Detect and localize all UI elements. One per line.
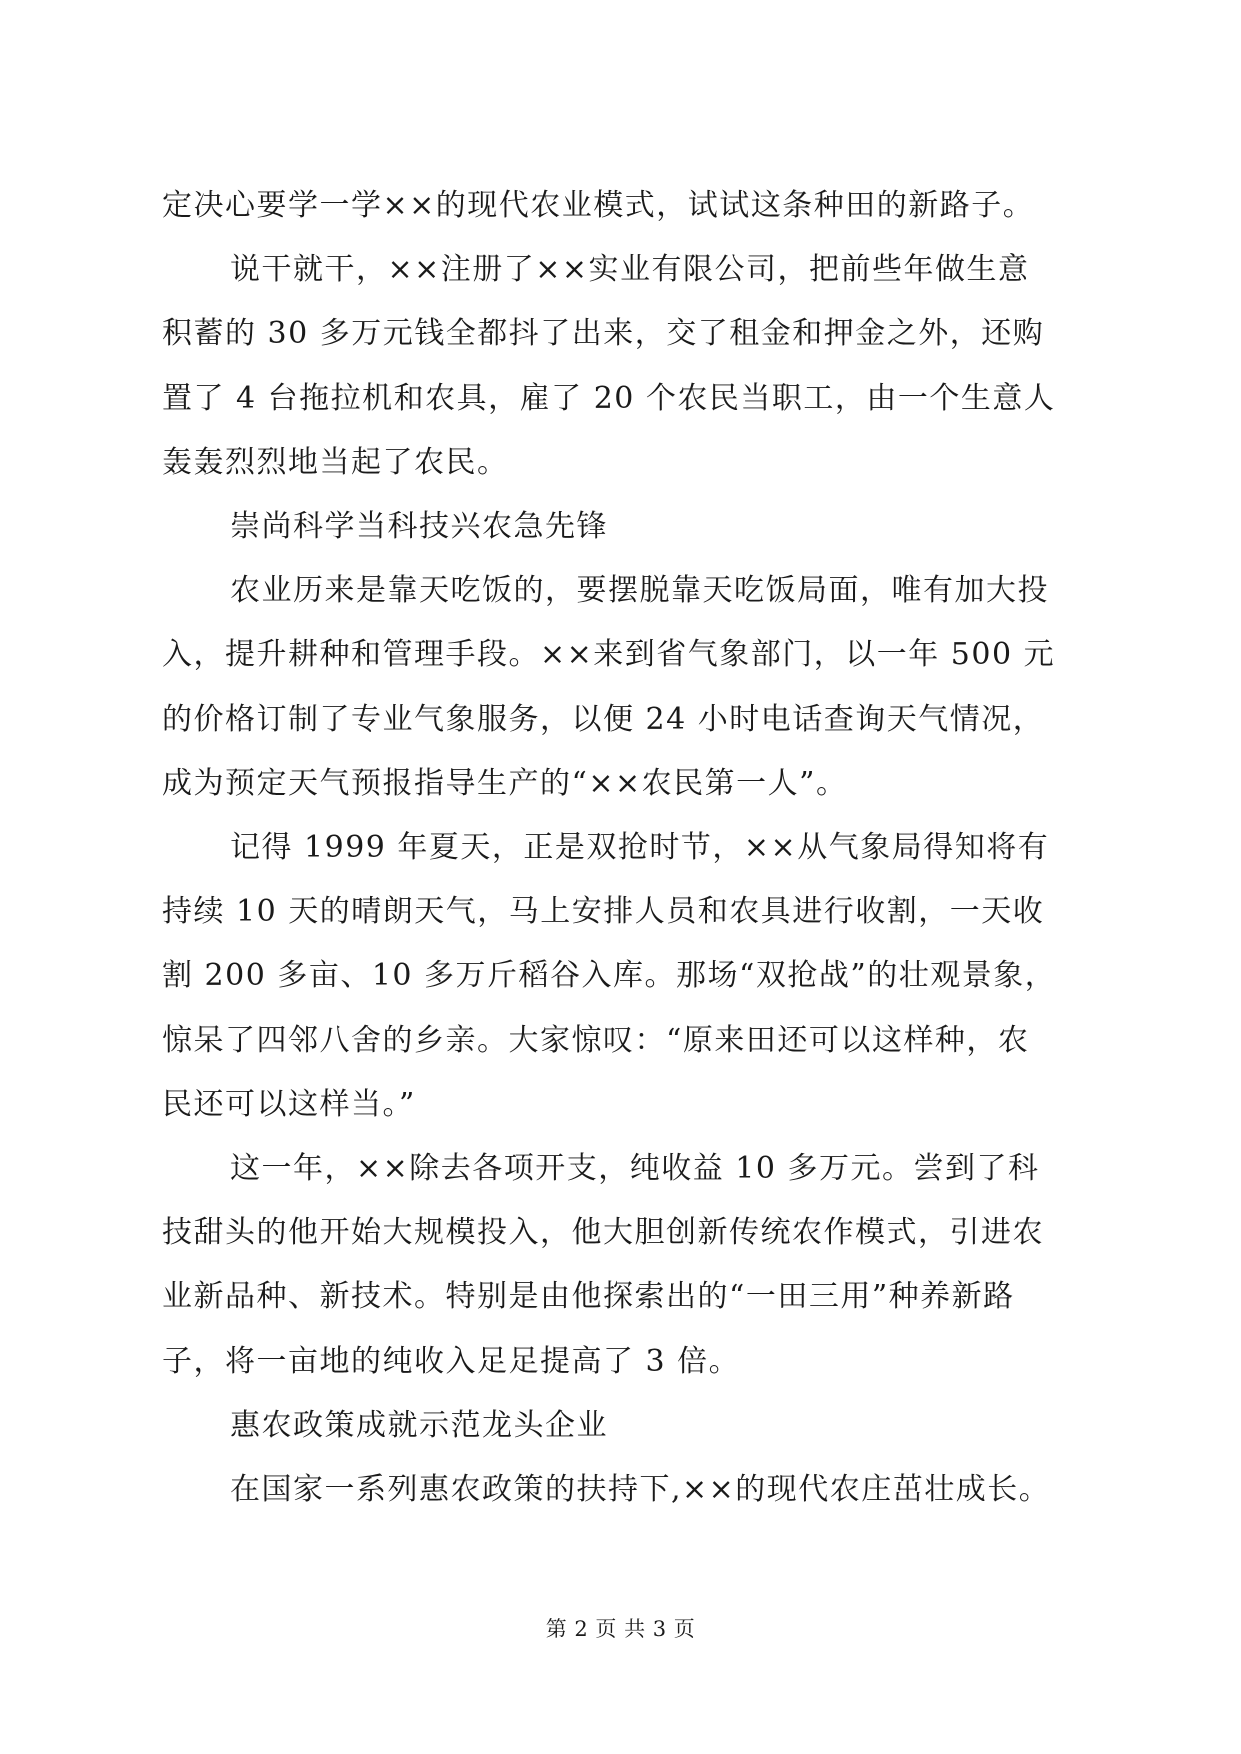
text-line: 积蓄的 30 多万元钱全都抖了出来，交了租金和押金之外，还购: [162, 316, 1045, 351]
text-line: 农业历来是靠天吃饭的，要摆脱靠天吃饭局面，唯有加大投: [230, 573, 1049, 608]
text-line: 入，提升耕种和管理手段。××来到省气象部门，以一年 500 元: [162, 637, 1056, 672]
text-line: 的价格订制了专业气象服务，以便 24 小时电话查询天气情况，: [162, 702, 1045, 737]
text-line: 技甜头的他开始大规模投入，他大胆创新传统农作模式，引进农: [162, 1215, 1044, 1250]
page-footer: 第 2 页 共 3 页: [545, 1617, 696, 1641]
text-line: 持续 10 天的晴朗天气，马上安排人员和农具进行收割，一天收: [162, 894, 1045, 929]
text-line: 割 200 多亩、10 多万斤稻谷入库。那场“双抢战”的壮观景象，: [162, 958, 1057, 993]
text-line: 记得 1999 年夏天，正是双抢时节，××从气象局得知将有: [230, 830, 1050, 865]
text-line: 这一年，××除去各项开支，纯收益 10 多万元。尝到了科: [230, 1151, 1040, 1186]
section-heading: 崇尚科学当科技兴农急先锋: [230, 509, 608, 544]
text-line: 惊呆了四邻八舍的乡亲。大家惊叹：“原来田还可以这样种，农: [162, 1023, 1030, 1058]
text-line: 说干就干，××注册了××实业有限公司，把前些年做生意: [230, 252, 1030, 287]
text-line: 在国家一系列惠农政策的扶持下,××的现代农庄茁壮成长。: [230, 1472, 1051, 1507]
text-line: 定决心要学一学××的现代农业模式，试试这条种田的新路子。: [162, 188, 1035, 223]
text-line: 置了 4 台拖拉机和农具，雇了 20 个农民当职工，由一个生意人: [162, 381, 1056, 416]
text-line: 子，将一亩地的纯收入足足提高了 3 倍。: [162, 1344, 741, 1379]
text-line: 轰轰烈烈地当起了农民。: [162, 445, 509, 480]
text-line: 民还可以这样当。”: [162, 1087, 416, 1122]
text-line: 业新品种、新技术。特别是由他探索出的“一田三用”种养新路: [162, 1279, 1015, 1314]
section-heading: 惠农政策成就示范龙头企业: [230, 1408, 608, 1443]
text-line: 成为预定天气预报指导生产的“××农民第一人”。: [162, 766, 848, 801]
